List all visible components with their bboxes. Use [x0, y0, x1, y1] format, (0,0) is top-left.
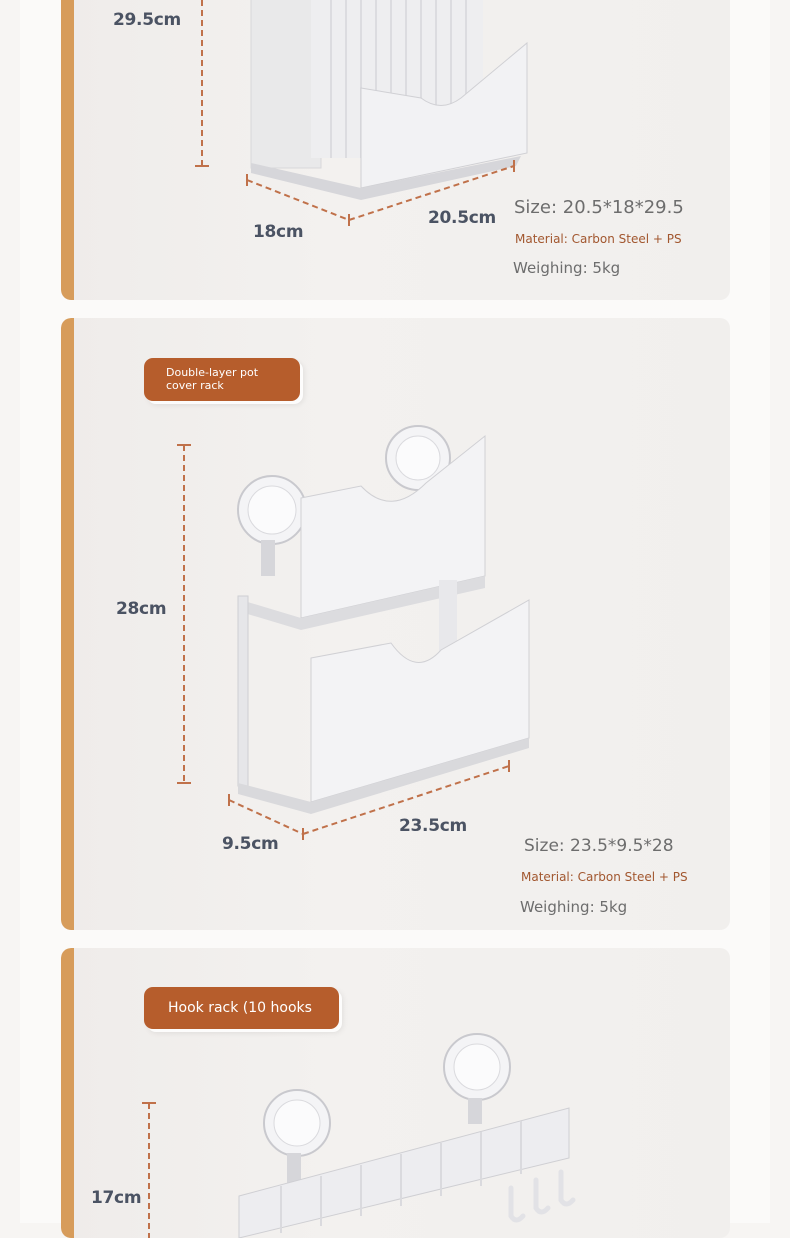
- product-card-3: [61, 948, 730, 1238]
- product-card-2: [61, 318, 730, 930]
- material-spec: Material: Carbon Steel + PS: [521, 870, 688, 884]
- depth-label: 18cm: [253, 222, 304, 242]
- width-label: 20.5cm: [428, 208, 496, 228]
- suction-cup-icon: [444, 1034, 510, 1124]
- product-illustration: [61, 948, 730, 1238]
- height-label: 29.5cm: [113, 10, 181, 30]
- product-badge: Hook rack (10 hooks: [144, 987, 339, 1029]
- height-label: 17cm: [91, 1188, 142, 1208]
- size-spec: Size: 23.5*9.5*28: [524, 836, 674, 856]
- depth-label: 9.5cm: [222, 834, 279, 854]
- material-spec: Material: Carbon Steel + PS: [515, 232, 682, 246]
- badge-line-2: cover rack: [166, 379, 224, 392]
- size-spec: Size: 20.5*18*29.5: [514, 197, 684, 218]
- height-label: 28cm: [116, 599, 167, 619]
- width-label: 23.5cm: [399, 816, 467, 836]
- badge-line-1: Double-layer pot: [166, 366, 259, 379]
- weight-spec: Weighing: 5kg: [520, 898, 628, 916]
- suction-cup-icon: [264, 1090, 330, 1183]
- product-card-1: [61, 0, 730, 300]
- weight-spec: Weighing: 5kg: [513, 259, 621, 277]
- suction-cup-icon: [238, 476, 306, 576]
- product-illustration: [61, 0, 730, 300]
